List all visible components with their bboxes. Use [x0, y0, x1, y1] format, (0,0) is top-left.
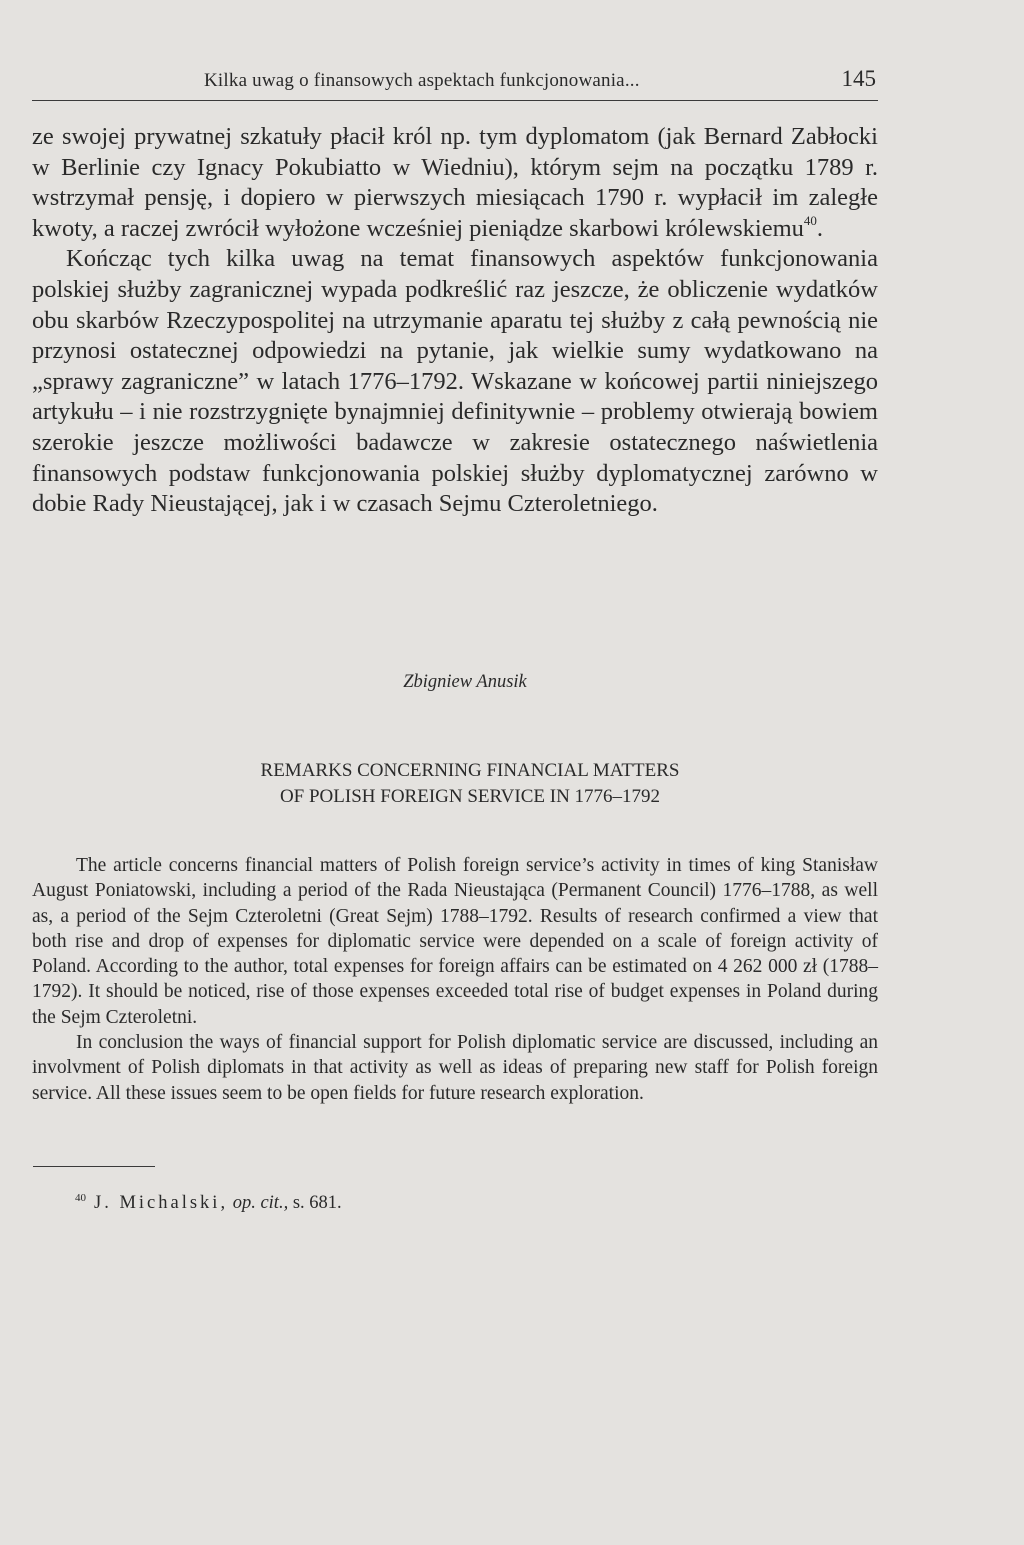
abstract-title-line: OF POLISH FOREIGN SERVICE IN 1776–1792: [279, 786, 661, 807]
running-header: [32, 64, 878, 101]
running-title: Kilka uwag o finansowych aspektach funkcjonowania...: [204, 70, 640, 91]
abstract-title: [32, 758, 878, 810]
footnote-author: J. Michalski,: [94, 1193, 229, 1213]
paragraph-text: ze swojej prywatnej szkatuły płacił król np. tym dyplomatom (jak Bernard Zabłocki w Berlinie czy Ignacy Pokubiatto w Wiedniu), którym sejm na początku 1789 r. wstrzymał pensję, i dopiero w pierwszych miesiącach 1790 r. wypłacił im zaległe kwoty, a raczej zwrócił wyłożone wcześniej pieniądze skarbowi królewskiemu: [32, 123, 878, 242]
paragraph: Kończąc tych kilka uwag na temat finansowych aspektów funkcjonowania polskiej służby zagranicznej wypada podkreślić raz jeszcze, że obliczenie wydatków obu skarbów Rzeczypospolitej na utrzymanie aparatu tej służby z całą pewnością nie przynosi ostatecznej odpowiedzi na pytanie, jak wielkie sumy wydatkowano na „sprawy zagraniczne” w latach 1776–1792. Wskazane w końcowej partii niniejszego artykułu – i nie rozstrzygnięte bynajmniej definitywnie – problemy otwierają bowiem szerokie jeszcze możliwości badawcze w zakresie ostatecznego naświetlenia finansowych podstaw funkcjonowania polskiej służby dyplomatycznej zarówno w dobie Rady Nieustającej, jak i w czasach Sejmu Czteroletniego.: [32, 245, 878, 518]
footnote-citation: op. cit.,: [232, 1193, 289, 1213]
paragraph-end: .: [816, 214, 824, 242]
abstract-title-line: REMARKS CONCERNING FINANCIAL MATTERS: [260, 760, 680, 781]
abstract-paragraph: In conclusion the ways of financial support for Polish diplomatic service are discussed, including an involvment of Polish diplomats in that activity as well as ideas of preparing new staff for Polish foreign service. All these issues seem to be open fields for future research exploration.: [32, 1032, 878, 1104]
paragraph: [32, 122, 878, 244]
abstract-text: [32, 853, 878, 1106]
footnote: [75, 1192, 342, 1214]
main-text: [32, 122, 878, 520]
author-signature: Zbigniew Anusik: [403, 672, 527, 692]
abstract-paragraph: The article concerns financial matters of Polish foreign service’s activity in times of king Stanisław August Poniatowski, including a period of the Rada Nieustająca (Permanent Council) 1776–1788, as well as, a period of the Sejm Czteroletni (Great Sejm) 1788–1792. Results of research confirmed a view that both rise and drop of expenses for diplomatic service were depended on a scale of foreign activity of Poland. According to the author, total expenses for foreign affairs can be estimated on 4 262 000 zł (1788–1792). It should be noticed, rise of those expenses exceeded total rise of budget expenses in Poland during the Sejm Czteroletni.: [32, 855, 878, 1028]
footnote-divider: [33, 1166, 155, 1167]
page-number: 145: [841, 66, 876, 91]
footnote-reference: 40: [803, 212, 817, 228]
footnote-number: 40: [75, 1192, 86, 1204]
footnote-pages: s. 681.: [292, 1193, 342, 1213]
